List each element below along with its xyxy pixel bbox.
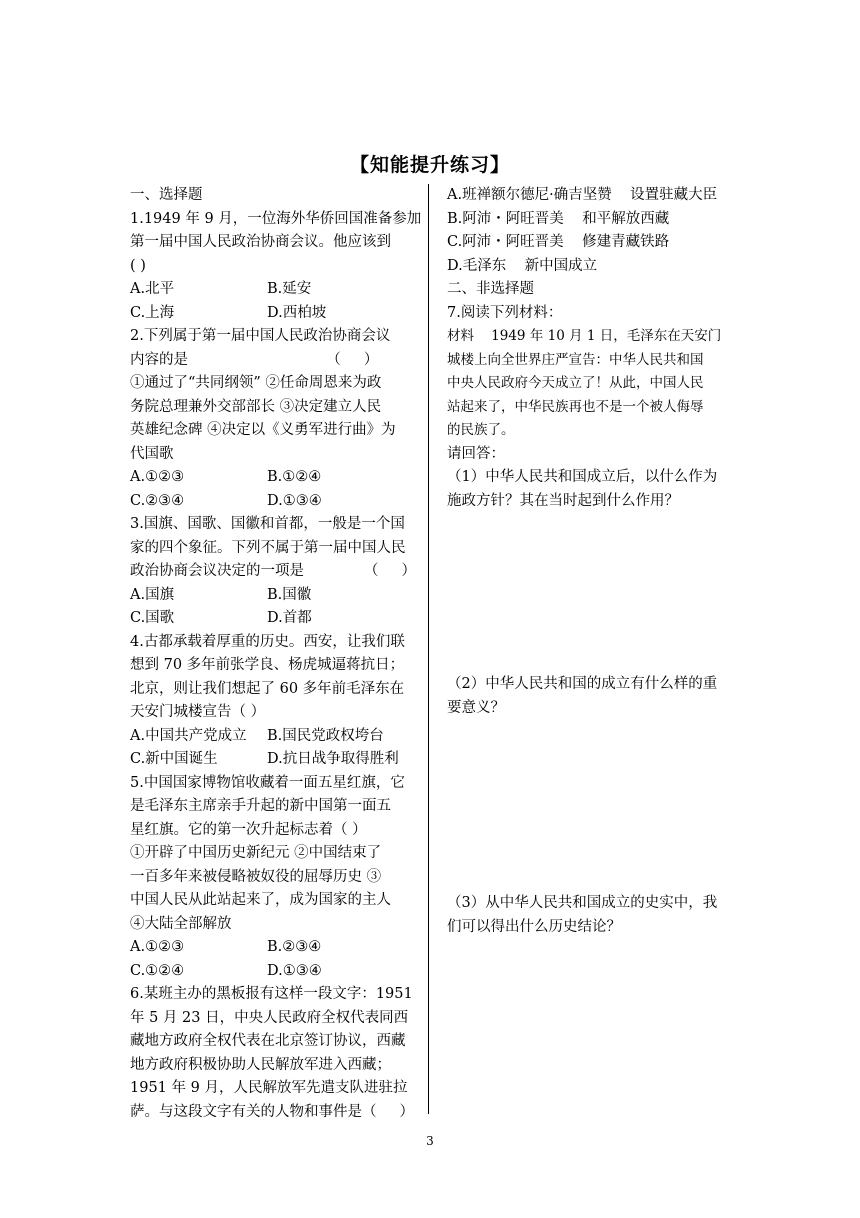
option: D.首都 [267,610,312,626]
options-row [130,466,422,490]
options-row [130,748,422,772]
material-block [447,325,737,443]
question-line: 代国歌 [130,445,174,462]
option: A.班禅额尔德尼·确吉坚赞 设置驻藏大臣 [447,187,718,203]
option: C.国歌 [130,610,175,626]
option: C.上海 [130,304,175,321]
question-line: ①通过了“共同纲领” ②任命周恩来为政 [130,375,382,391]
question-3 [130,513,422,631]
question-line: 藏地方政府全权代表在北京签订协议，西藏 [130,1033,406,1049]
option: B.②③④ [267,939,322,955]
question-line: 第一届中国人民政治协商会议。他应该到 [130,234,391,250]
option: D.①③④ [267,962,322,979]
question-line: 1951 年 9 月，人民解放军先遣支队进驻拉 [130,1080,408,1096]
question-line: 1.1949 年 9 月，一位海外华侨回国准备参加 [130,210,422,227]
question-6-options [447,184,737,278]
material-line: 中央人民政府今天成立了！从此，中国人民 [447,375,704,391]
question-line: 务院总理兼外交部部长 ③决定建立人民 [130,398,382,415]
question-line: 6.某班主办的黑板报有这样一段文字：1951 [130,986,413,1002]
question-line: 是毛泽东主席亲手升起的新中国第一面五 [130,798,391,814]
column-divider [428,184,429,1114]
answer-prompt: 请回答： [447,445,505,462]
material-line: 站起来了，中华民族再也不是一个被人侮辱 [447,398,704,415]
right-column [447,184,737,939]
page-title: 【知能提升练习】 [349,154,510,176]
question-line: 一百多年来被侵略被奴役的屈辱历史 ③ [130,868,382,885]
answer-space[interactable] [447,720,737,892]
option: D.①③④ [267,492,322,509]
question-line: 政治协商会议决定的一项是 （ ） [130,563,416,579]
option: C.新中国诞生 [130,751,218,767]
option: A.国旗 [130,586,175,603]
options-row [130,490,422,514]
question-6 [130,983,422,1124]
option: B.阿沛・阿旺晋美 和平解放西藏 [447,210,670,227]
option: A.①②③ [130,469,185,485]
options-row [130,936,422,960]
sub-question-3 [447,892,737,939]
option: A.中国共产党成立 [130,727,247,744]
material-line: 城楼上向全世界庄严宣告：中华人民共和国 [447,351,704,368]
question-line: （2）中华人民共和国的成立有什么样的重 [447,676,718,692]
question-line: ( ) [130,257,146,274]
material-line: 的民族了。 [447,422,515,438]
answer-space[interactable] [447,513,737,673]
options-row [130,960,422,984]
question-line: 年 5 月 23 日，中央人民政府全权代表同西 [130,1009,409,1026]
question-line: 们可以得出什么历史结论？ [447,918,621,935]
option: D.西柏坡 [267,304,327,321]
options-row [130,725,422,749]
options-row [130,584,422,608]
question-1 [130,208,422,326]
option: B.延安 [267,281,312,297]
option: C.②③④ [130,492,185,509]
sub-question-2 [447,673,737,720]
option: B.国民党政权垮台 [267,727,384,744]
section-heading-nonchoice: 二、非选择题 [447,281,534,297]
options-row [130,302,422,326]
question-line: 天安门城楼宣告（ ） [130,704,266,720]
question-line: 星红旗。它的第一次升起标志着（ ） [130,821,367,838]
option: B.①②④ [267,469,322,485]
sub-question-1 [447,466,737,513]
question-line: 萨。与这段文字有关的人物和事件是（ ） [130,1103,415,1120]
question-5 [130,772,422,984]
question-line: ①开辟了中国历史新纪元 ②中国结束了 [130,845,382,861]
question-line: 施政方针？其在当时起到什么作用？ [447,492,679,509]
option: C.①②④ [130,962,185,979]
question-line: （1）中华人民共和国成立后，以什么作为 [447,469,718,485]
options-row [130,607,422,631]
option: D.抗日战争取得胜利 [267,751,399,767]
question-2 [130,325,422,513]
material-line: 材料 1949 年 10 月 1 日，毛泽东在天安门 [447,328,722,344]
question-line: ④大陆全部解放 [130,915,232,932]
question-7: 7.阅读下列材料： [447,304,563,321]
left-column [130,184,422,1124]
question-line: 3.国旗、国歌、国徽和首都，一般是一个国 [130,516,405,532]
question-line: 2.下列属于第一届中国人民政治协商会议 [130,328,391,344]
question-line: 要意义？ [447,699,505,716]
question-line: 地方政府积极协助人民解放军进入西藏； [130,1056,391,1073]
question-line: （3）从中华人民共和国成立的史实中，我 [447,895,718,911]
question-line: 家的四个象征。下列不属于第一届中国人民 [130,539,406,556]
options-row [130,278,422,302]
question-line: 北京，则让我们想起了 60 多年前毛泽东在 [130,680,405,697]
question-line: 中国人民从此站起来了，成为国家的主人 [130,892,391,908]
section-heading-choice: 一、选择题 [130,187,203,203]
question-line: 4.古都承载着厚重的历史。西安，让我们联 [130,633,405,650]
option: B.国徽 [267,586,312,603]
question-line: 内容的是 （ ） [130,351,379,368]
option: A.①②③ [130,939,185,955]
question-line: 想到 70 多年前张学良、杨虎城逼蒋抗日； [130,657,405,673]
question-line: 5.中国国家博物馆收藏着一面五星红旗，它 [130,774,405,791]
question-line: 英雄纪念碑 ④决定以《义勇军进行曲》为 [130,422,396,438]
question-4 [130,631,422,772]
option: C.阿沛・阿旺晋美 修建青藏铁路 [447,234,670,250]
option: A.北平 [130,281,175,297]
option: D.毛泽东 新中国成立 [447,257,598,274]
page-number: 3 [426,1134,434,1148]
